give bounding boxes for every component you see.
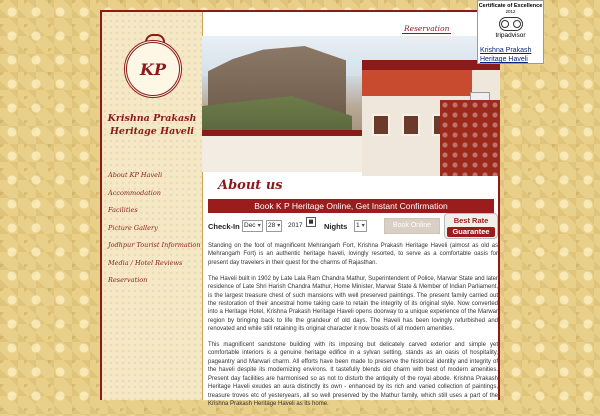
hero-image (202, 36, 500, 166)
certificate-title: Certificate of Excellence (478, 3, 543, 9)
badge-line1: Best Rate (453, 216, 489, 225)
tripadvisor-hotel-link[interactable] (480, 46, 531, 64)
about-content (208, 242, 498, 416)
booking-form (208, 217, 500, 237)
tripadvisor-link-line1: Krishna Prakash (480, 47, 532, 54)
year-value: 2017 (288, 222, 303, 229)
nights-label: Nights (324, 222, 348, 231)
brand-name-line2: Heritage Haveli (109, 126, 195, 137)
hero-window (402, 114, 420, 136)
book-online-button[interactable]: Book Online (384, 218, 440, 234)
nav-item-facilities[interactable]: Facilities (108, 206, 138, 214)
tripadvisor-owl-icon (499, 17, 523, 31)
tripadvisor-link-line2: Heritage Haveli (480, 56, 528, 63)
best-rate-badge (444, 213, 498, 239)
nav-item-reviews[interactable]: Media / Hotel Reviews (108, 258, 183, 267)
paragraph: The Haveli built in 1902 by Late Lala Ram Chandra Mathur, Superintendent of Police, Marwar State and later residence of Late Shri Harish Chandra Mathur, Home Minister, Marwar State & Member of Indian Parliament, is the largest treasure chest of such mansions with well preserved paintings. The present family carried out the restoration of their ancestral home taking care to retain the integrity of its original style. Now converted into a Heritage Hotel, Krishna Prakash Heritage Haveli opens doorway to a unique experience of the Marwar region by bringing back to life the grandeur of old days. The Haveli has been lovingly refurbished and renovated and while still retaining its original character it now boasts of all modern amenities. (208, 275, 498, 333)
hero-haveli-upper (362, 70, 472, 96)
calendar-icon[interactable]: ▦ (306, 217, 316, 227)
hero-haveli (362, 60, 500, 176)
nav-item-about[interactable]: About KP Haveli (108, 171, 163, 179)
page-container (100, 10, 500, 407)
badge-line2: Guarantee (447, 227, 495, 237)
logo-text: KP (140, 59, 166, 79)
hero-wall (202, 130, 362, 172)
nav-item-accommodation[interactable]: Accommodation (108, 188, 161, 197)
hero-pattern (440, 100, 500, 176)
certificate-year: 2012 (505, 9, 516, 14)
nav-item-tourist-info[interactable]: Jodhpur Tourist Information (108, 241, 201, 249)
reservation-link[interactable]: Reservation (404, 24, 450, 33)
page-title: About us (218, 178, 283, 193)
paragraph: Standing on the foot of magnificent Mehrangarh Fort, Krishna Prakash Heritage Haveli (almost as old as Mehrangarh Fort) is an authentic heritage haveli, lovingly resorted, to serve as a comfortable oasis for present day travelers in their quest for the charms of Rajasthan. (208, 243, 498, 266)
day-select[interactable]: 28 ▾ (266, 220, 282, 232)
sidebar (102, 12, 203, 400)
tripadvisor-brand: tripadvisor (495, 32, 526, 39)
checkin-label: Check-In (208, 222, 240, 231)
brand-name (106, 112, 198, 138)
month-select[interactable]: Dec ▾ (242, 220, 263, 232)
logo[interactable] (124, 40, 182, 98)
brand-name-line1: Krishna Prakash (107, 113, 197, 124)
sidebar-nav (108, 167, 200, 290)
nights-select[interactable]: 1 ▾ (354, 220, 367, 232)
booking-banner: Book K P Heritage Online, Get Instant Confirmation (208, 199, 494, 213)
nav-item-gallery[interactable]: Picture Gallery (108, 223, 158, 232)
nav-item-reservation[interactable]: Reservation (108, 276, 148, 284)
hero-window (372, 114, 390, 136)
paragraph: This magnificent sandstone building with its imposing but delicately carved exterior and simple yet comfortable interiors is a genuine heritage edifice in a sylvan setting, stands as an oasis of hospitality, pageantry and Marwari charm. All efforts have been made to preserve the historical identity and integrity of the haveli despite its modernizing environs. It tastefully blends old charm with best of modern amenities. Present day facilities are harmonised so as not to disturb the antiquity of the royal abode. Krishna Prakash Heritage Haveli exudes an aura distinctly its own - enhanced by its rich and varied collection of paintings, treasure troves etc of yesteryears, all so well preserved by the Mathur family, which still uses a part of the Krishna Prakash Heritage Haveli as its home. (208, 342, 498, 407)
